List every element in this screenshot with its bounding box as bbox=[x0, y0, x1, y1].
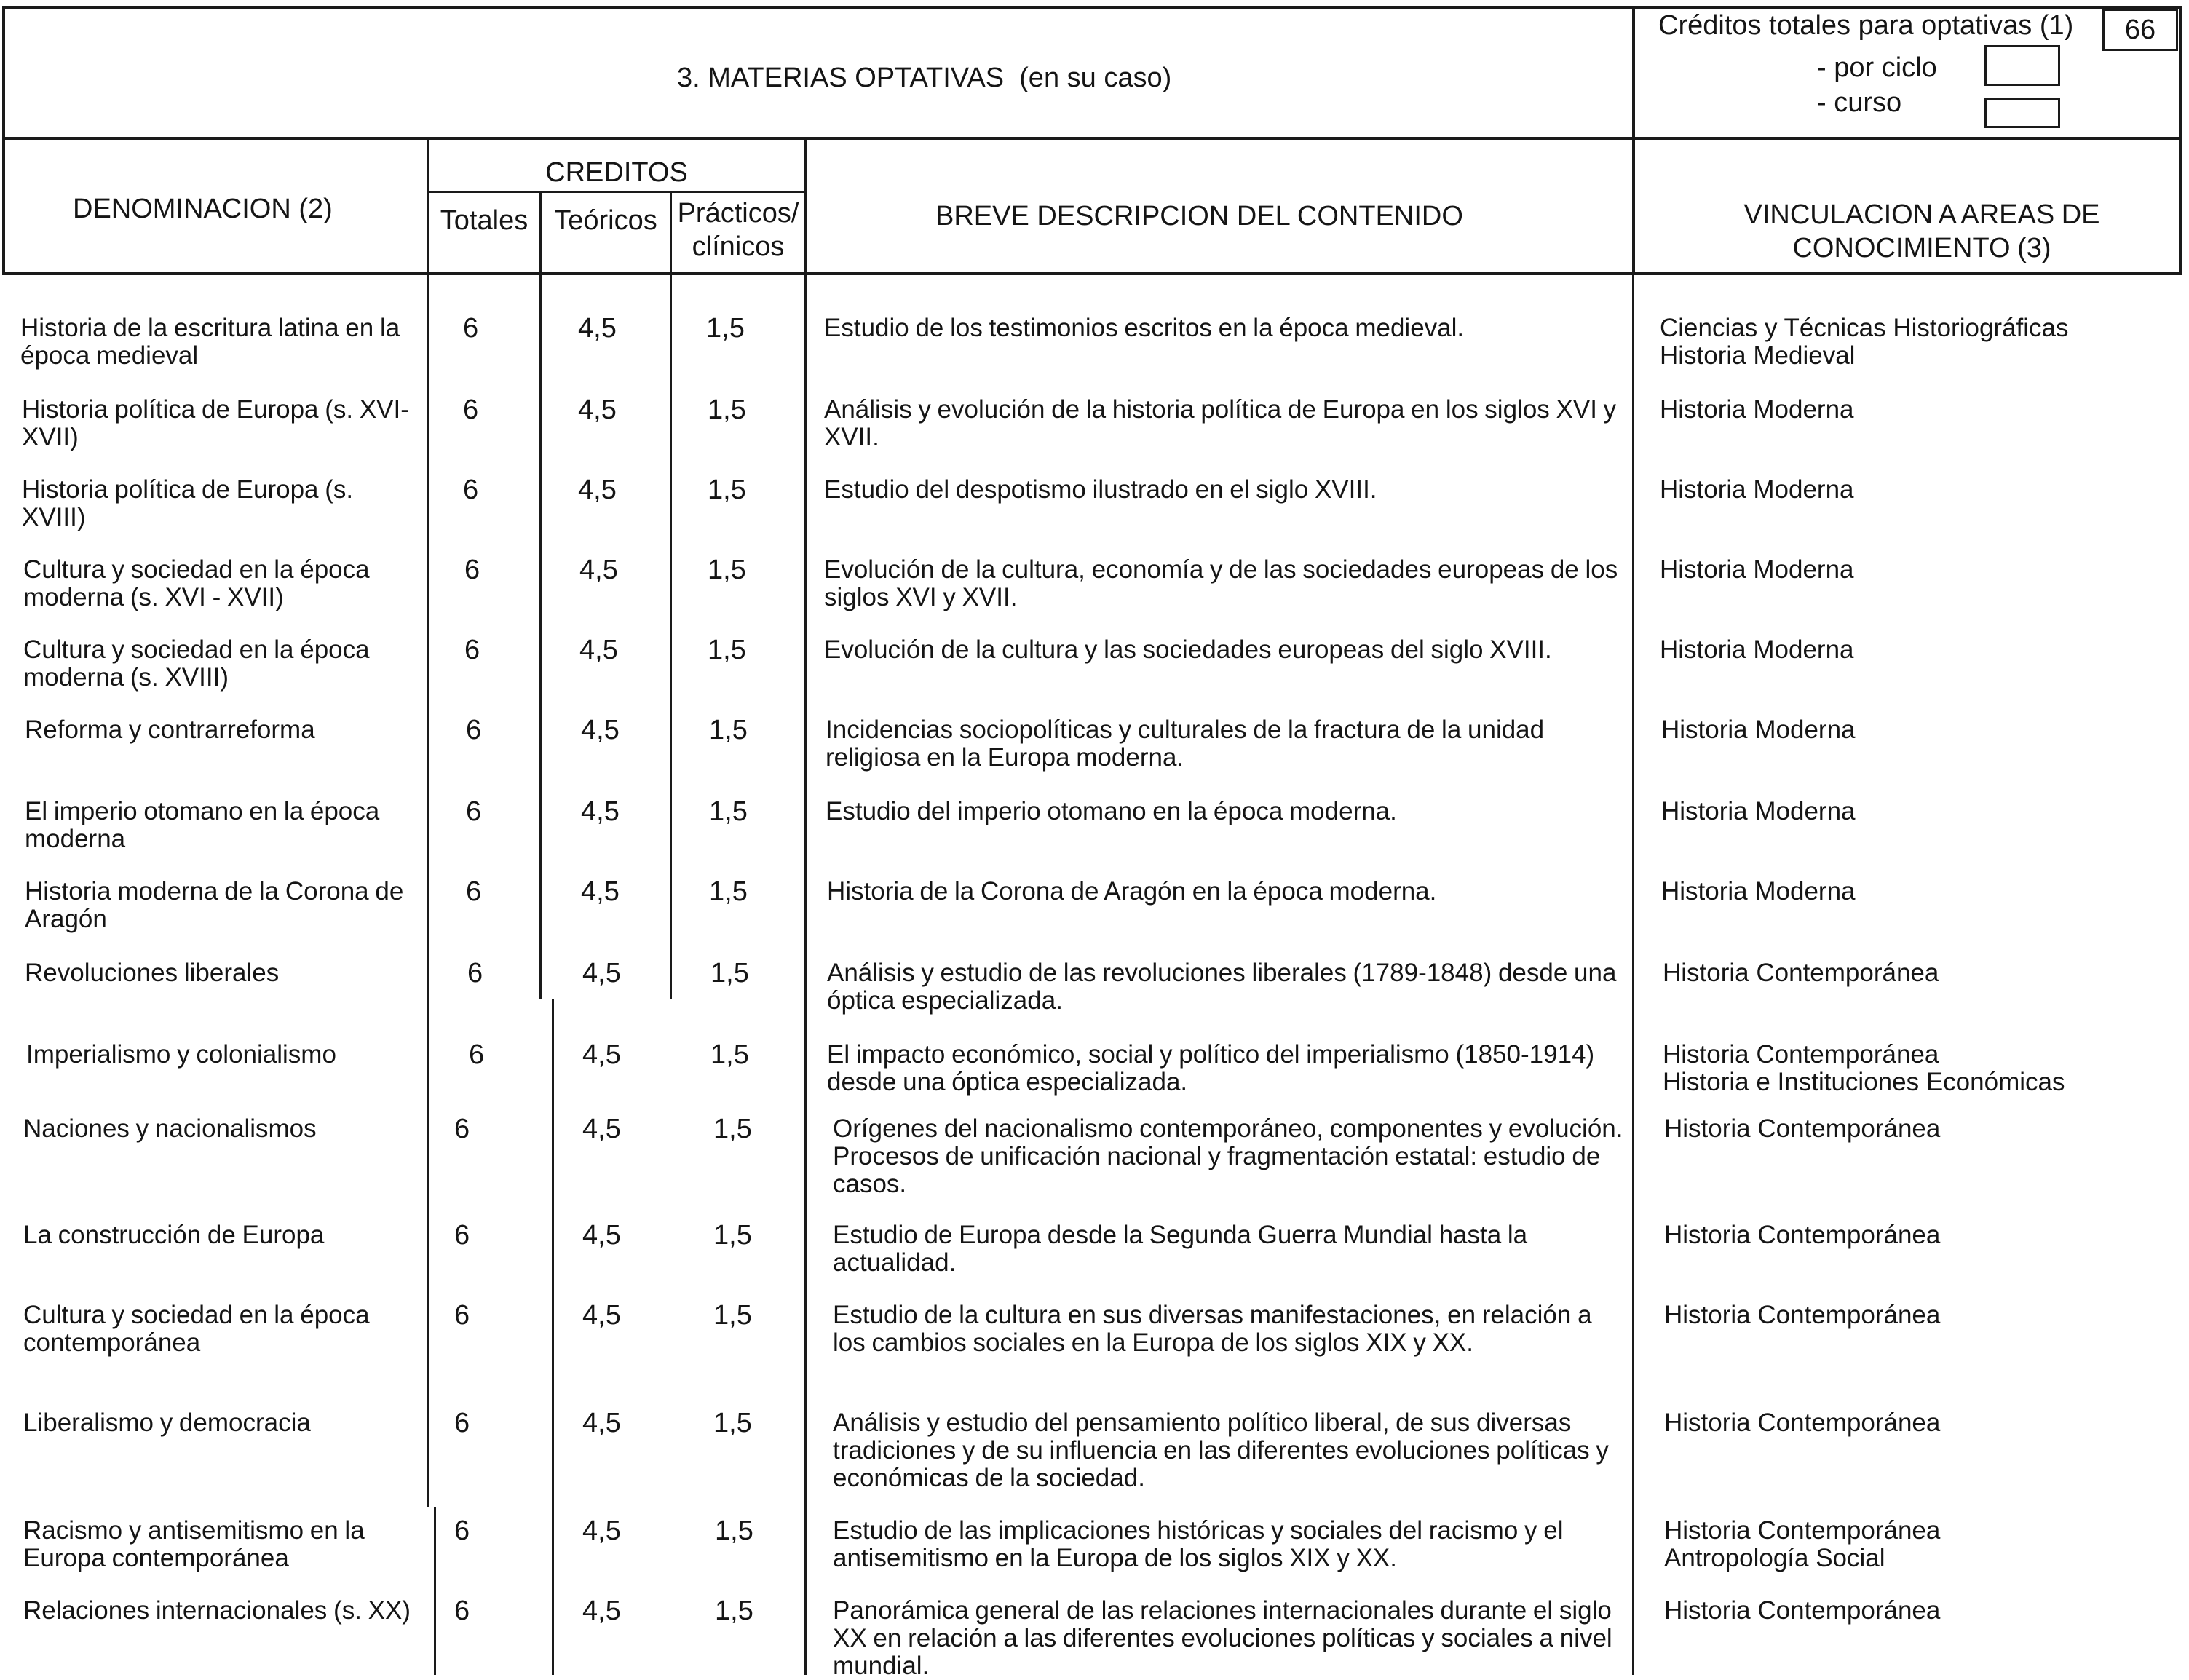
row-practicos: 1,5 bbox=[713, 1114, 752, 1144]
por-ciclo-label: - por ciclo bbox=[1817, 52, 1937, 83]
row-area: Historia Medieval bbox=[1660, 341, 1856, 370]
row-teoricos: 4,5 bbox=[578, 395, 617, 425]
row-teoricos: 4,5 bbox=[582, 1220, 621, 1251]
row-totales: 6 bbox=[454, 1515, 470, 1546]
row-denominacion: Naciones y nacionalismos bbox=[23, 1114, 317, 1143]
row-descripcion: Estudio del imperio otomano en la época moderna. bbox=[826, 797, 1397, 825]
row-totales: 6 bbox=[454, 1596, 470, 1626]
row-descripcion: Análisis y estudio de las revoluciones liberales (1789-1848) desde una óptica especializada. bbox=[827, 959, 1617, 1015]
row-descripcion: Evolución de la cultura, economía y de las sociedades europeas de los siglos XVI y XVII. bbox=[824, 555, 1618, 611]
row-practicos: 1,5 bbox=[709, 715, 748, 745]
row-descripcion: Análisis y evolución de la historia política de Europa en los siglos XVI y XVII. bbox=[824, 395, 1617, 451]
row-totales: 6 bbox=[464, 635, 480, 665]
row-teoricos: 4,5 bbox=[581, 715, 620, 745]
row-descripcion: Estudio de la cultura en sus diversas manifestaciones, en relación a los cambios sociales en la Europa de los siglos XIX y XX. bbox=[833, 1301, 1592, 1357]
row-area: Historia Contemporánea bbox=[1664, 1408, 1941, 1437]
row-totales: 6 bbox=[454, 1114, 470, 1144]
row-denominacion: Cultura y sociedad en la época contemporánea bbox=[23, 1301, 370, 1357]
row-denominacion: Historia política de Europa (s. XVI-XVII) bbox=[22, 395, 409, 451]
row-totales: 6 bbox=[454, 1220, 470, 1251]
row-practicos: 1,5 bbox=[715, 1596, 753, 1626]
curso-label: - curso bbox=[1817, 87, 1902, 118]
row-descripcion: Incidencias sociopolíticas y culturales de la fractura de la unidad religiosa en la Europa moderna. bbox=[826, 716, 1545, 772]
row-practicos: 1,5 bbox=[710, 958, 749, 988]
creditos-totales-label: Créditos totales para optativas (1) bbox=[1658, 10, 2074, 41]
row-teoricos: 4,5 bbox=[582, 1515, 621, 1546]
row-denominacion: Cultura y sociedad en la época moderna (s. XVIII) bbox=[23, 635, 370, 692]
row-teoricos: 4,5 bbox=[582, 1596, 621, 1626]
curso-box bbox=[1984, 98, 2060, 128]
row-area: Historia e Instituciones Económicas bbox=[1663, 1068, 2065, 1096]
header-creditos: CREDITOS bbox=[545, 157, 688, 188]
row-area: Historia Contemporánea bbox=[1664, 1516, 1941, 1545]
row-descripcion: Panorámica general de las relaciones internacionales durante el siglo XX en relación a las diferentes evoluciones políticas y sociales a nivel mundial. bbox=[833, 1596, 1612, 1680]
row-descripcion: Estudio de los testimonios escritos en la época medieval. bbox=[824, 314, 1465, 342]
row-totales: 6 bbox=[469, 1039, 485, 1070]
row-teoricos: 4,5 bbox=[582, 1300, 621, 1331]
row-totales: 6 bbox=[466, 715, 482, 745]
row-totales: 6 bbox=[466, 796, 482, 827]
header-totales: Totales bbox=[440, 205, 529, 236]
row-denominacion: Reforma y contrarreforma bbox=[25, 716, 315, 744]
row-area: Antropología Social bbox=[1664, 1544, 1885, 1572]
row-practicos: 1,5 bbox=[709, 876, 748, 907]
row-totales: 6 bbox=[467, 958, 483, 988]
row-descripcion: Análisis y estudio del pensamiento político liberal, de sus diversas tradiciones y de su influencia en las diferentes evoluciones políticas y económicas de la sociedad. bbox=[833, 1408, 1609, 1492]
row-area: Historia Contemporánea bbox=[1664, 1301, 1941, 1329]
row-teoricos: 4,5 bbox=[579, 635, 618, 665]
col-divider-teoricos bbox=[670, 191, 672, 999]
section-title: 3. MATERIAS OPTATIVAS (en su caso) bbox=[677, 63, 1172, 93]
row-denominacion: La construcción de Europa bbox=[23, 1221, 325, 1249]
col-divider-lower-b bbox=[552, 999, 554, 1675]
col-divider-totales bbox=[539, 191, 542, 999]
header-denominacion: DENOMINACION (2) bbox=[73, 194, 333, 224]
row-teoricos: 4,5 bbox=[579, 555, 618, 585]
row-totales: 6 bbox=[454, 1300, 470, 1331]
header-vinculacion: VINCULACION A AREAS DE CONOCIMIENTO (3) bbox=[1743, 199, 2100, 264]
table-border-right bbox=[2179, 6, 2182, 275]
table-border-left bbox=[2, 6, 5, 275]
row-descripcion: Estudio de las implicaciones históricas y sociales del racismo y el antisemitismo en la Europa de los siglos XIX y XX. bbox=[833, 1516, 1564, 1572]
row-denominacion: Revoluciones liberales bbox=[25, 959, 280, 987]
title-divider bbox=[2, 137, 2182, 140]
row-descripcion: Estudio de Europa desde la Segunda Guerra Mundial hasta la actualidad. bbox=[833, 1221, 1528, 1277]
row-area: Historia Moderna bbox=[1661, 716, 1856, 744]
creditos-totales-value: 66 bbox=[2124, 15, 2156, 45]
row-area: Historia Contemporánea bbox=[1663, 1040, 1939, 1069]
row-denominacion: El imperio otomano en la época moderna bbox=[25, 797, 380, 853]
creditos-subheader-line bbox=[427, 191, 807, 193]
por-ciclo-box bbox=[1984, 45, 2060, 86]
row-totales: 6 bbox=[466, 876, 482, 907]
col-divider-lower-a bbox=[434, 1507, 436, 1675]
header-practicos: Prácticos/ clínicos bbox=[677, 198, 799, 262]
row-practicos: 1,5 bbox=[708, 395, 746, 425]
row-descripcion: Orígenes del nacionalismo contemporáneo, componentes y evolución. Procesos de unificación nacional y fragmentación estatal: estudio de casos. bbox=[833, 1114, 1623, 1198]
row-totales: 6 bbox=[463, 395, 479, 425]
row-teoricos: 4,5 bbox=[582, 958, 621, 988]
row-area: Historia Contemporánea bbox=[1664, 1114, 1941, 1143]
row-totales: 6 bbox=[463, 475, 479, 505]
row-descripcion: El impacto económico, social y político del imperialismo (1850-1914) desde una óptica especializada. bbox=[827, 1040, 1595, 1096]
row-descripcion: Evolución de la cultura y las sociedades europeas del siglo XVIII. bbox=[824, 635, 1552, 664]
row-practicos: 1,5 bbox=[708, 635, 746, 665]
row-totales: 6 bbox=[454, 1408, 470, 1438]
row-descripcion: Estudio del despotismo ilustrado en el siglo XVIII. bbox=[824, 475, 1377, 504]
row-teoricos: 4,5 bbox=[582, 1039, 621, 1070]
row-practicos: 1,5 bbox=[710, 1039, 749, 1070]
row-denominacion: Historia moderna de la Corona de Aragón bbox=[25, 877, 404, 933]
row-denominacion: Historia política de Europa (s. XVIII) bbox=[22, 475, 354, 531]
row-practicos: 1,5 bbox=[708, 555, 746, 585]
row-area: Historia Moderna bbox=[1660, 475, 1854, 504]
row-practicos: 1,5 bbox=[713, 1220, 752, 1251]
row-practicos: 1,5 bbox=[713, 1300, 752, 1331]
header-descripcion: BREVE DESCRIPCION DEL CONTENIDO bbox=[935, 201, 1463, 231]
row-teoricos: 4,5 bbox=[581, 796, 620, 827]
row-denominacion: Racismo y antisemitismo en la Europa contemporánea bbox=[23, 1516, 365, 1572]
row-practicos: 1,5 bbox=[713, 1408, 752, 1438]
row-denominacion: Imperialismo y colonialismo bbox=[26, 1040, 336, 1069]
row-denominacion: Historia de la escritura latina en la época medieval bbox=[20, 314, 400, 370]
header-bottom-line bbox=[2, 272, 2182, 275]
header-teoricos: Teóricos bbox=[554, 205, 657, 236]
row-area: Historia Contemporánea bbox=[1664, 1596, 1941, 1625]
row-practicos: 1,5 bbox=[709, 796, 748, 827]
row-area: Ciencias y Técnicas Historiográficas bbox=[1660, 314, 2069, 342]
row-area: Historia Moderna bbox=[1661, 877, 1856, 906]
row-denominacion: Cultura y sociedad en la época moderna (s. XVI - XVII) bbox=[23, 555, 370, 611]
row-totales: 6 bbox=[463, 313, 479, 344]
row-area: Historia Moderna bbox=[1660, 635, 1854, 664]
col-divider-practicos bbox=[804, 138, 807, 1675]
row-denominacion: Liberalismo y democracia bbox=[23, 1408, 311, 1437]
row-practicos: 1,5 bbox=[708, 475, 746, 505]
row-area: Historia Contemporánea bbox=[1663, 959, 1939, 987]
row-area: Historia Moderna bbox=[1660, 395, 1854, 424]
row-totales: 6 bbox=[464, 555, 480, 585]
row-teoricos: 4,5 bbox=[578, 313, 617, 344]
col-divider-vinculacion bbox=[1632, 138, 1634, 1675]
row-area: Historia Moderna bbox=[1661, 797, 1856, 825]
row-descripcion: Historia de la Corona de Aragón en la época moderna. bbox=[827, 877, 1437, 906]
row-area: Historia Moderna bbox=[1660, 555, 1854, 584]
row-denominacion: Relaciones internacionales (s. XX) bbox=[23, 1596, 411, 1625]
row-teoricos: 4,5 bbox=[582, 1114, 621, 1144]
row-practicos: 1,5 bbox=[715, 1515, 753, 1546]
row-teoricos: 4,5 bbox=[578, 475, 617, 505]
row-practicos: 1,5 bbox=[706, 313, 745, 344]
row-teoricos: 4,5 bbox=[582, 1408, 621, 1438]
row-area: Historia Contemporánea bbox=[1664, 1221, 1941, 1249]
row-teoricos: 4,5 bbox=[581, 876, 620, 907]
